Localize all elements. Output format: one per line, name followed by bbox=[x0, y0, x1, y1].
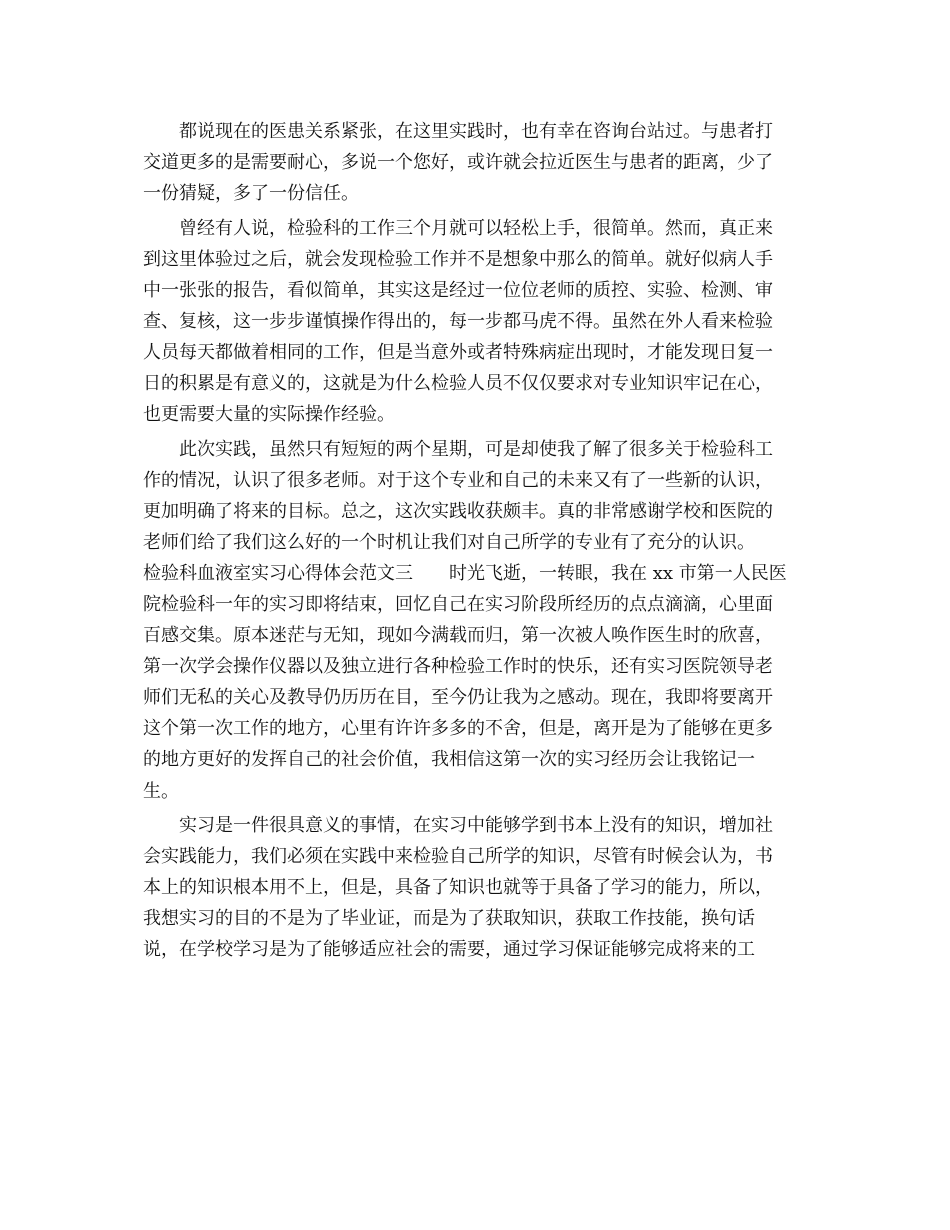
text-line: 老师们给了我们这么好的一个时机让我们对自己所学的专业有了充分的认识。 bbox=[143, 531, 755, 553]
text-line: 人员每天都做着相同的工作，但是当意外或者特殊病症出现时，才能发现日复一 bbox=[143, 341, 773, 363]
text-line: 一份猜疑，多了一份信任。 bbox=[143, 183, 359, 205]
text-line: 本上的知识根本用不上，但是，具备了知识也就等于具备了学习的能力，所以， bbox=[143, 877, 773, 899]
text-line: 实习是一件很具意义的事情，在实习中能够学到书本上没有的知识，增加社 bbox=[143, 814, 773, 836]
text-line: 的地方更好的发挥自己的社会价值，我相信这第一次的实习经历会让我铭记一 bbox=[143, 749, 755, 771]
paragraph-3 bbox=[0, 434, 950, 807]
paragraph-1 bbox=[0, 116, 950, 209]
text-line: 中一张张的报告，看似简单，其实这是经过一位位老师的质控、实验、检测、审 bbox=[143, 279, 773, 301]
text-line: 说，在学校学习是为了能够适应社会的需要，通过学习保证能够完成将来的工 bbox=[143, 939, 755, 961]
text-line: 曾经有人说，检验科的工作三个月就可以轻松上手，很简单。然而，真正来 bbox=[143, 217, 773, 239]
text-line: 都说现在的医患关系紧张，在这里实践时，也有幸在咨询台站过。与患者打 bbox=[143, 121, 773, 142]
text-line: 会实践能力，我们必须在实践中来检验自己所学的知识，尽管有时候会认为，书 bbox=[143, 846, 773, 868]
text-line: 院检验科一年的实习即将结束，回忆自己在实习阶段所经历的点点滴滴，心里面 bbox=[143, 594, 773, 615]
text-line: 这个第一次工作的地方，心里有许许多多的不舍，但是，离开是为了能够在更多 bbox=[143, 718, 773, 740]
paragraph-2 bbox=[0, 213, 950, 431]
text-line: 我想实习的目的不是为了毕业证，而是为了获取知识，获取工作技能，换句话 bbox=[143, 908, 755, 930]
text-line: 百感交集。原本迷茫与无知，现如今满载而归，第一次被人唤作医生时的欣喜， bbox=[143, 625, 773, 647]
text-line: 此次实践，虽然只有短短的两个星期，可是却使我了解了很多关于检验科工 bbox=[143, 438, 773, 460]
text-line: 作的情况，认识了很多老师。对于这个专业和自己的未来又有了一些新的认识， bbox=[143, 469, 773, 491]
text-line: 日的积累是有意义的，这就是为什么检验人员不仅仅要求对专业知识牢记在心， bbox=[143, 373, 773, 395]
text-line: 第一次学会操作仪器以及独立进行各种检验工作时的快乐，还有实习医院领导老 bbox=[143, 656, 773, 678]
text-line: 师们无私的关心及教导仍历历在目，至今仍让我为之感动。现在，我即将要离开 bbox=[143, 687, 773, 709]
text-line: 交道更多的是需要耐心，多说一个您好，或许就会拉近医生与患者的距离，少了 bbox=[143, 152, 773, 174]
text-line: 更加明确了将来的目标。总之，这次实践收获颇丰。真的非常感谢学校和医院的 bbox=[143, 500, 773, 522]
text-line: 也更需要大量的实际操作经验。 bbox=[143, 404, 395, 426]
text-line: 查、复核，这一步步谨慎操作得出的，每一步都马虎不得。虽然在外人看来检验 bbox=[143, 310, 773, 332]
text-line: 生。 bbox=[143, 780, 179, 802]
paragraph-4 bbox=[0, 810, 950, 965]
section-heading-line: 检验科血液室实习心得体会范文三 时光飞逝，一转眼，我在 xx 市第一人民医 bbox=[143, 562, 787, 584]
text-line: 到这里体验过之后，就会发现检验工作并不是想象中那么的简单。就好似病人手 bbox=[143, 248, 773, 270]
